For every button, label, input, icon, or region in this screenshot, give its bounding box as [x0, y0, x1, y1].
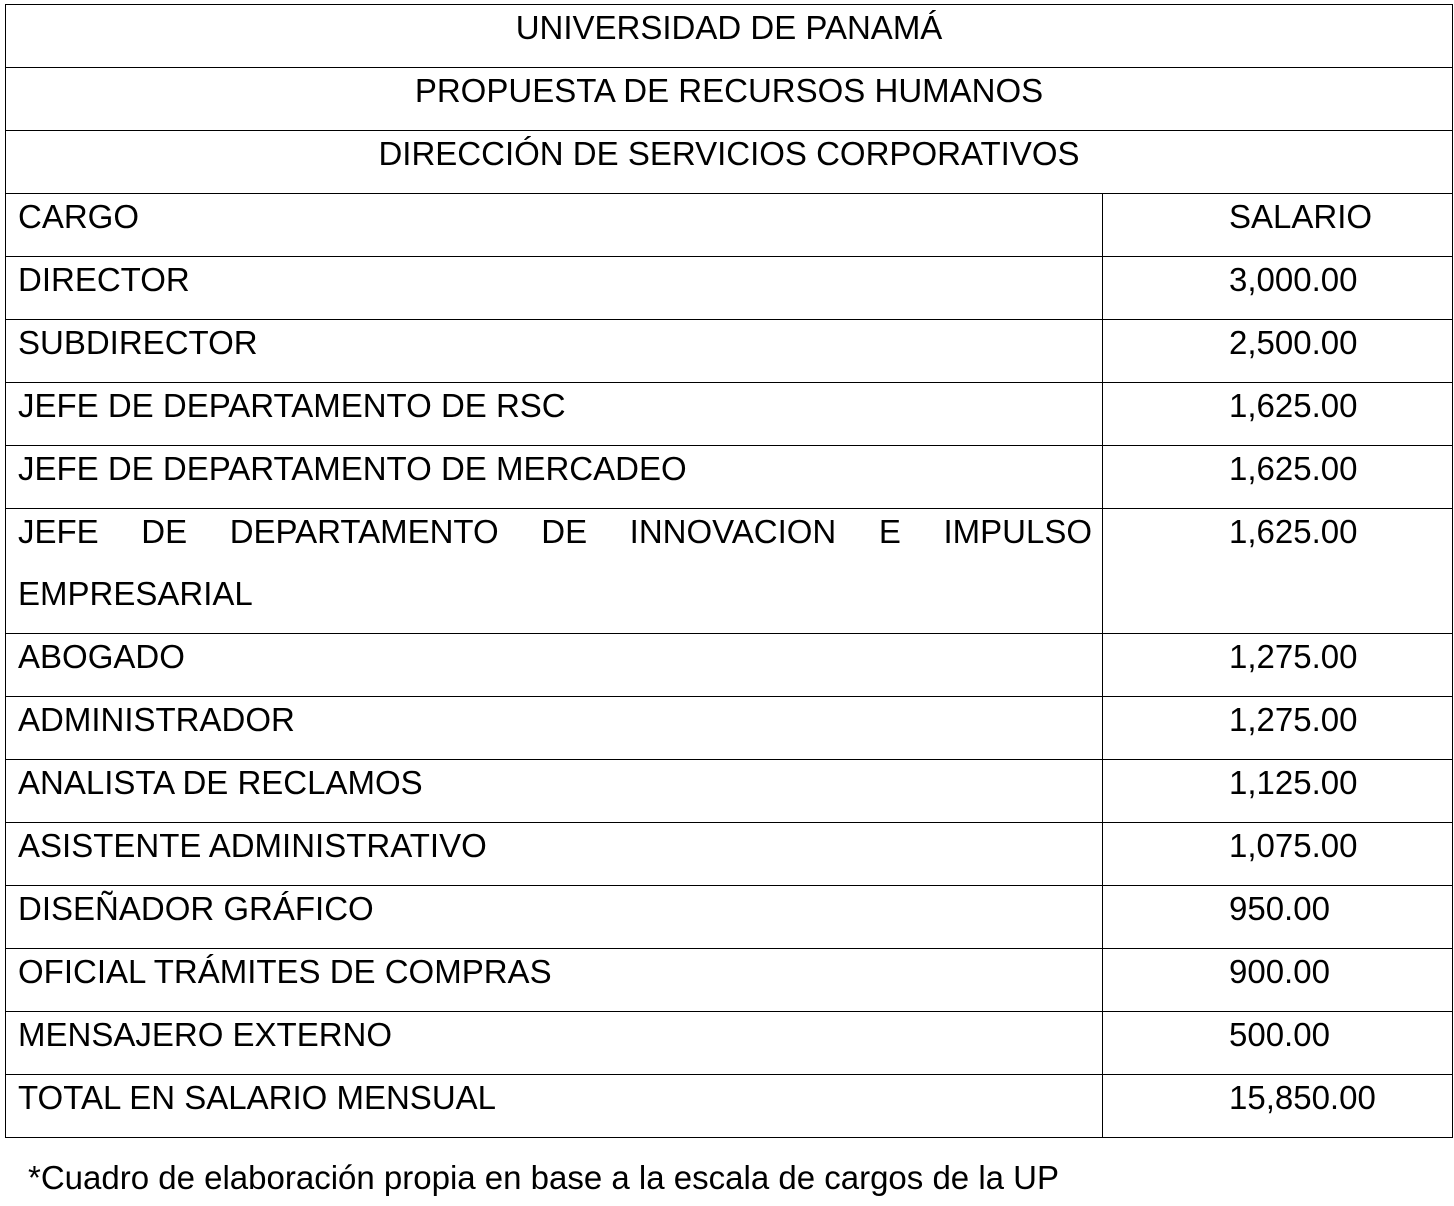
cargo-text: ASISTENTE ADMINISTRATIVO	[18, 827, 487, 864]
title-row	[6, 5, 1453, 68]
total-label-text: TOTAL EN SALARIO MENSUAL	[18, 1079, 497, 1116]
header-cargo	[6, 194, 1103, 257]
salary-text: 500.00	[1229, 1016, 1330, 1053]
cargo-cell	[6, 697, 1103, 760]
salary-text: 950.00	[1229, 890, 1330, 927]
salary-table	[5, 4, 1453, 1138]
cargo-cell	[6, 1012, 1103, 1075]
salary-text: 1,625.00	[1229, 513, 1358, 550]
title-row	[6, 68, 1453, 131]
salary-text: 3,000.00	[1229, 261, 1358, 298]
salary-cell	[1103, 509, 1453, 634]
cargo-cell	[6, 634, 1103, 697]
header-row	[6, 194, 1453, 257]
cargo-text: DIRECTOR	[18, 261, 190, 298]
table-row	[6, 823, 1453, 886]
table-row	[6, 697, 1453, 760]
table-row	[6, 509, 1453, 634]
table-row	[6, 446, 1453, 509]
direction-title-text: DIRECCIÓN DE SERVICIOS CORPORATIVOS	[378, 135, 1080, 172]
salary-cell	[1103, 760, 1453, 823]
salary-text: 2,500.00	[1229, 324, 1358, 361]
cargo-text: MENSAJERO EXTERNO	[18, 1016, 393, 1053]
table-row	[6, 760, 1453, 823]
cargo-cell	[6, 886, 1103, 949]
salary-text: 1,075.00	[1229, 827, 1358, 864]
table-row	[6, 949, 1453, 1012]
salary-text: 1,625.00	[1229, 387, 1358, 424]
salary-cell	[1103, 634, 1453, 697]
table-row	[6, 634, 1453, 697]
total-label-cell	[6, 1075, 1103, 1138]
header-salario-text: SALARIO	[1229, 198, 1373, 235]
cargo-cell	[6, 320, 1103, 383]
table-row	[6, 320, 1453, 383]
cargo-cell	[6, 949, 1103, 1012]
salary-text: 1,125.00	[1229, 764, 1358, 801]
cargo-cell	[6, 446, 1103, 509]
salary-text: 1,625.00	[1229, 450, 1358, 487]
table-row	[6, 1012, 1453, 1075]
salary-cell	[1103, 949, 1453, 1012]
salary-text: 1,275.00	[1229, 638, 1358, 675]
table-row	[6, 257, 1453, 320]
total-row	[6, 1075, 1453, 1138]
cargo-text: JEFE DE DEPARTAMENTO DE MERCADEO	[18, 450, 687, 487]
direction-title	[6, 131, 1453, 194]
salary-text: 1,275.00	[1229, 701, 1358, 738]
title-row	[6, 131, 1453, 194]
proposal-title	[6, 68, 1453, 131]
cargo-text: JEFE DE DEPARTAMENTO DE RSC	[18, 387, 566, 424]
table-row	[6, 383, 1453, 446]
cargo-text: DISEÑADOR GRÁFICO	[18, 890, 374, 927]
salary-cell	[1103, 383, 1453, 446]
cargo-cell	[6, 509, 1103, 634]
salary-cell	[1103, 1012, 1453, 1075]
cargo-text: ABOGADO	[18, 638, 185, 675]
header-cargo-text: CARGO	[18, 198, 140, 235]
table-row	[6, 886, 1453, 949]
salary-cell	[1103, 697, 1453, 760]
proposal-title-text: PROPUESTA DE RECURSOS HUMANOS	[414, 72, 1044, 109]
salary-cell	[1103, 446, 1453, 509]
cargo-cell	[6, 257, 1103, 320]
total-value-text: 15,850.00	[1229, 1079, 1376, 1116]
salary-cell	[1103, 823, 1453, 886]
cargo-cell	[6, 823, 1103, 886]
university-title-text: UNIVERSIDAD DE PANAMÁ	[515, 9, 943, 46]
salary-cell	[1103, 320, 1453, 383]
cargo-text: SUBDIRECTOR	[18, 324, 258, 361]
cargo-text: OFICIAL TRÁMITES DE COMPRAS	[18, 953, 552, 990]
cargo-cell	[6, 760, 1103, 823]
cargo-text: JEFE DE DEPARTAMENTO DE INNOVACION E IMPULSO EMPRESARIAL	[18, 513, 1092, 612]
salary-cell	[1103, 886, 1453, 949]
cargo-text: ADMINISTRADOR	[18, 701, 295, 738]
total-value-cell	[1103, 1075, 1453, 1138]
cargo-cell	[6, 383, 1103, 446]
university-title	[6, 5, 1453, 68]
footnote: *Cuadro de elaboración propia en base a la escala de cargos de la UP	[28, 1159, 1060, 1196]
salary-cell	[1103, 257, 1453, 320]
salary-text: 900.00	[1229, 953, 1330, 990]
header-salario	[1103, 194, 1453, 257]
cargo-text: ANALISTA DE RECLAMOS	[18, 764, 423, 801]
